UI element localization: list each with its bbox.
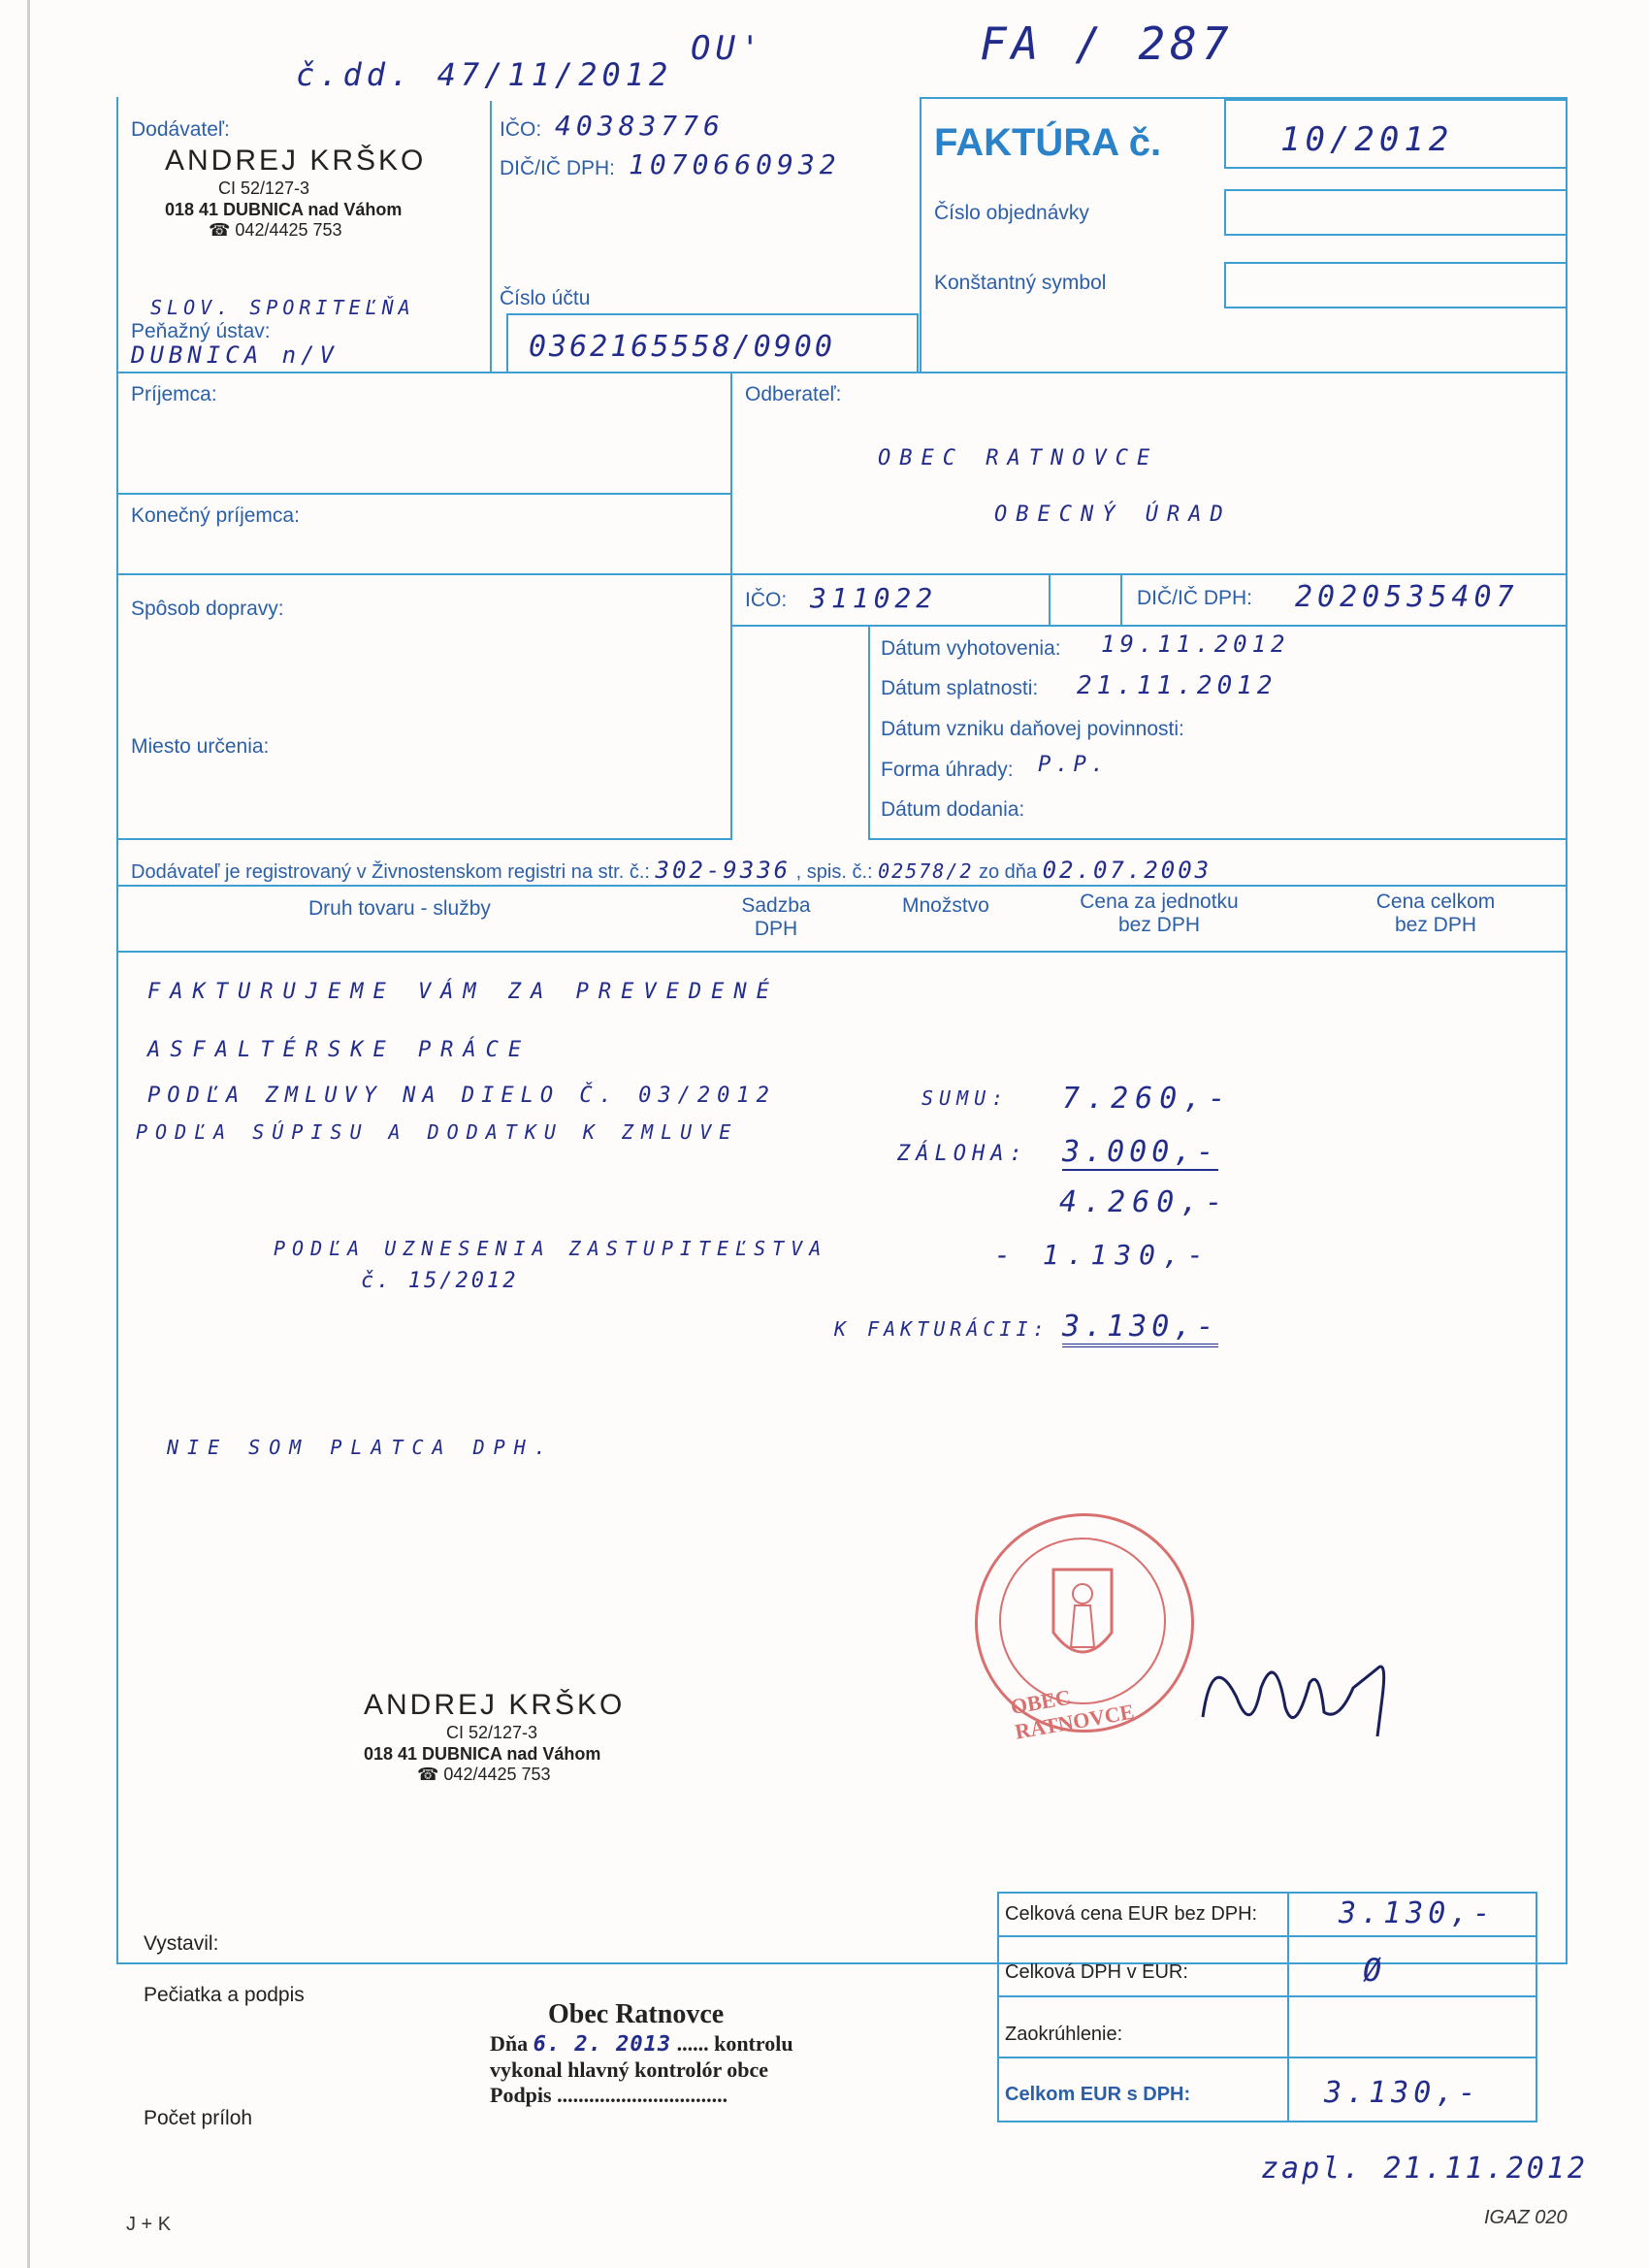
sum-label: SUMU: (922, 1086, 1010, 1110)
tax-date-label: Dátum vzniku daňovej povinnosti: (881, 718, 1184, 740)
registry-spis-value: 02578/2 (878, 859, 974, 883)
header-quantity: Množstvo (902, 894, 989, 917)
body-line3: PODĽA ZMLUVY NA DIELO Č. 03/2012 (147, 1084, 776, 1108)
delivery-date-label: Dátum dodania: (881, 798, 1025, 821)
round-stamp-text: OBEC RATNOVCE (1008, 1684, 1137, 1744)
advance-value: 3.000,- (1062, 1135, 1219, 1169)
due-date-value: 21.11.2012 (1077, 671, 1277, 700)
header-total-price: Cena celkom bez DPH (1375, 891, 1496, 936)
supplier-ico-label: IČO: (500, 118, 542, 141)
resolution-line1: PODĽA UZNESENIA ZASTUPITEĽSTVA (274, 1237, 828, 1260)
handwritten-paid-note: zapl. 21.11.2012 (1261, 2152, 1588, 2186)
bank-label: Peňažný ústav: (131, 320, 271, 342)
final-recipient-box (116, 493, 732, 575)
header-vat-rate: Sadzba DPH (741, 894, 811, 940)
registry-str-value: 302-9336 (655, 857, 792, 884)
round-municipal-stamp (975, 1513, 1194, 1744)
control-stamp-date: 6. 2. 2013 (533, 2031, 672, 2057)
net-total-label: Celková cena EUR bez DPH: (1005, 1903, 1258, 1925)
order-number-label: Číslo objednávky (934, 202, 1089, 224)
totals-row-divider-1 (997, 1935, 1537, 1937)
supplier-stamp-city: 018 41 DUBNICA nad Váhom (165, 199, 403, 219)
bank-value-line2: DUBNICA n/V (131, 341, 339, 369)
vat-total-value: Ø (1363, 1952, 1387, 1989)
control-stamp (490, 1998, 793, 2109)
destination-label: Miesto určenia: (131, 735, 270, 758)
vat-total-label: Celková DPH v EUR: (1005, 1961, 1188, 1983)
deduction-value: - 1.130,- (994, 1239, 1212, 1271)
constant-symbol-label: Konštantný symbol (934, 272, 1107, 294)
customer-section (730, 372, 1568, 575)
bottom-stamp-phone: ☎ 042/4425 753 (417, 1765, 551, 1785)
supplier-stamp-name: ANDREJ KRŠKO (165, 145, 427, 177)
header-unit-price: Cena za jednotku bez DPH (1080, 891, 1239, 936)
supplier-label: Dodávateľ: (131, 118, 230, 141)
bottom-stamp-name: ANDREJ KRŠKO (364, 1689, 626, 1721)
handwritten-ou: OU' (691, 29, 765, 68)
control-stamp-line2: vykonal hlavný kontrolór obce (490, 2057, 769, 2082)
bank-value-line1: SLOV. SPORITEĽŇA (150, 296, 415, 319)
body-line4: PODĽA SÚPISU A DODATKU K ZMLUVE (136, 1120, 739, 1144)
phone-icon: ☎ (209, 220, 236, 241)
customer-ico-value: 311022 (810, 582, 938, 614)
invoice-number: 10/2012 (1280, 120, 1454, 159)
totals-row-divider-3 (997, 2057, 1537, 2058)
issued-by-label: Vystavil: (144, 1932, 219, 1955)
supplier-stamp-street: CI 52/127-3 (218, 178, 310, 198)
footer-left: J + K (126, 2214, 172, 2235)
handwritten-fa-number: FA / 287 (980, 17, 1234, 70)
order-number-box (1224, 189, 1568, 236)
stamp-signature-label: Pečiatka a podpis (144, 1984, 305, 2006)
registry-text: Dodávateľ je registrovaný v Živnostenskom registri na str. č.: 302-9336 , spis. č.: 02578/2 zo dňa 02.07.2003 (131, 857, 1212, 884)
customer-line1: OBEC RATNOVCE (878, 446, 1159, 470)
final-recipient-label: Konečný príjemca: (131, 504, 300, 527)
transport-label: Spôsob dopravy: (131, 598, 284, 620)
payment-form-value: P.P. (1038, 753, 1109, 777)
handwritten-registration: č.dd. 47/11/2012 (296, 56, 673, 93)
supplier-dic-label: DIČ/IČ DPH: (500, 157, 616, 179)
to-invoice-label: K FAKTURÁCII: (834, 1317, 1050, 1341)
account-label: Číslo účtu (500, 287, 591, 309)
supplier-ico-value: 40383776 (555, 110, 725, 142)
subtotal-value: 4.260,- (1059, 1185, 1230, 1219)
bottom-stamp-city: 018 41 DUBNICA nad Váhom (364, 1743, 601, 1764)
customer-line2: OBECNÝ ÚRAD (994, 502, 1232, 527)
supplier-stamp (165, 144, 426, 242)
to-invoice-value: 3.130,- (1062, 1310, 1218, 1347)
body-line1: FAKTURUJEME VÁM ZA PREVEDENÉ (147, 980, 779, 1004)
signature (1183, 1630, 1426, 1766)
control-stamp-line3: Podpis ................................ (490, 2083, 728, 2108)
advance-label: ZÁLOHA: (897, 1142, 1028, 1166)
recipient-label: Príjemca: (131, 383, 217, 405)
customer-label: Odberateľ: (745, 383, 842, 405)
totals-row-divider-2 (997, 1995, 1537, 1997)
supplier-dic-value: 1070660932 (629, 148, 841, 180)
issue-date-value: 19.11.2012 (1101, 631, 1290, 658)
header-goods: Druh tovaru - služby (308, 897, 491, 920)
resolution-line2: č. 15/2012 (361, 1269, 519, 1293)
issue-date-label: Dátum vyhotovenia: (881, 637, 1061, 660)
due-date-label: Dátum splatnosti: (881, 677, 1039, 699)
phone-icon: ☎ (417, 1765, 444, 1785)
rounding-label: Zaokrúhlenie: (1005, 2024, 1123, 2045)
bottom-stamp-street: CI 52/127-3 (446, 1723, 538, 1742)
bottom-supplier-stamp (364, 1688, 625, 1786)
vat-note: NIE SOM PLATCA DPH. (167, 1436, 555, 1459)
customer-dic-value: 2020535407 (1295, 580, 1519, 614)
footer-right: IGAZ 020 (1484, 2207, 1568, 2228)
supplier-divider (490, 101, 492, 373)
control-stamp-line1: Dňa 6. 2. 2013 ...... kontrolu (490, 2030, 793, 2057)
payment-form-label: Forma úhrady: (881, 759, 1014, 781)
account-value: 0362165558/0900 (529, 330, 835, 364)
grand-total-label: Celkom EUR s DPH: (1005, 2084, 1191, 2105)
body-line2: ASFALTÉRSKE PRÁCE (147, 1038, 532, 1062)
registry-date-value: 02.07.2003 (1042, 857, 1212, 884)
paper-left-edge (27, 0, 30, 2268)
supplier-stamp-phone: ☎ 042/4425 753 (209, 220, 342, 241)
net-total-value: 3.130,- (1339, 1896, 1496, 1930)
grand-total-value: 3.130,- (1324, 2076, 1481, 2110)
totals-col-divider (1287, 1892, 1289, 2122)
attachments-label: Počet príloh (144, 2107, 253, 2129)
customer-dic-label: DIČ/IČ DPH: (1137, 587, 1253, 609)
dates-top-line (868, 625, 1568, 627)
control-stamp-title: Obec Ratnovce (548, 1999, 725, 2029)
customer-ico-label: IČO: (745, 589, 788, 611)
constant-symbol-box (1224, 262, 1568, 308)
sum-value: 7.260,- (1062, 1082, 1233, 1116)
invoice-title: FAKTÚRA č. (934, 121, 1162, 164)
